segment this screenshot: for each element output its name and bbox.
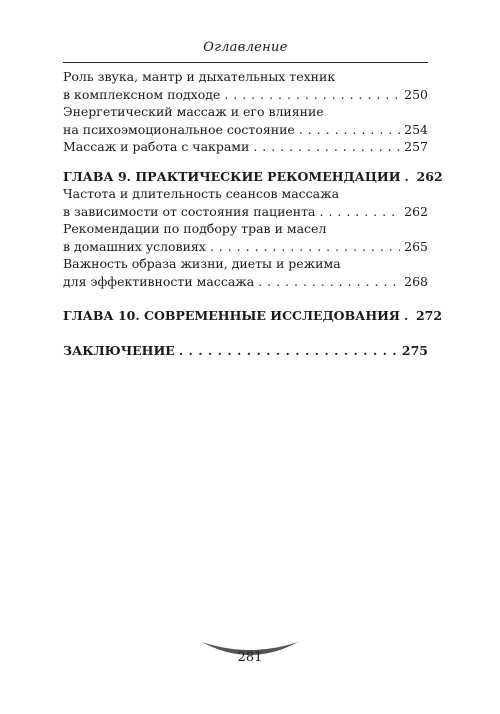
dot-leader: [258, 273, 400, 291]
chapter-title: ЗАКЛЮЧЕНИЕ: [63, 342, 175, 358]
page-number: 281: [237, 650, 263, 665]
toc-page-number: 254: [404, 121, 428, 137]
dot-leader: [320, 203, 401, 221]
toc-entry-title-line: [63, 255, 428, 273]
toc-entry-title: Рекомендации по подбору трав и масел: [63, 221, 327, 236]
dot-leader: [299, 121, 400, 139]
toc-chapter: [63, 168, 443, 186]
dot-leader: [179, 342, 398, 360]
running-head-title: Оглавление: [203, 40, 288, 55]
toc-entry: [63, 86, 428, 104]
toc-page-number: 262: [416, 168, 443, 184]
toc-page-number: 268: [404, 273, 428, 289]
toc-entry-title-line: [63, 185, 428, 203]
toc-page-number: 275: [401, 342, 428, 358]
toc-entry-title: Важность образа жизни, диеты и режима: [63, 256, 341, 271]
toc-entry-title: Массаж и работа с чакрами: [63, 139, 250, 154]
chapter-title: ГЛАВА 10. СОВРЕМЕННЫЕ ИССЛЕДОВАНИЯ: [63, 308, 400, 323]
toc-entry-title: для эффективности массажа: [63, 273, 255, 289]
toc-page-number: 250: [404, 86, 428, 102]
toc-entry-title: в комплексном подходе: [63, 86, 221, 102]
toc-entry-title: Частота и длительность сеансов массажа: [63, 186, 340, 201]
toc-entry-title-line: [63, 220, 428, 238]
toc-entry: [63, 273, 428, 291]
toc-page-number: 257: [404, 139, 428, 154]
header-rule: [63, 62, 428, 63]
toc-page-number: 265: [404, 238, 428, 254]
dot-leader: [405, 168, 413, 186]
dot-leader: [210, 238, 400, 256]
toc-entry: [63, 121, 428, 139]
toc-entry: [63, 138, 428, 156]
toc-entry-title: в домашних условиях: [63, 238, 206, 254]
toc-entry-title-line: [63, 68, 428, 86]
toc-entry: [63, 238, 428, 256]
toc-page-number: 272: [415, 308, 443, 323]
toc-chapter: [63, 307, 443, 325]
toc-entry-title: Энергетический массаж и его влияние: [63, 104, 324, 119]
dot-leader: [224, 86, 400, 104]
toc-entry: [63, 203, 428, 221]
toc-entry-title-line: [63, 103, 428, 121]
chapter-title: ГЛАВА 9. ПРАКТИЧЕСКИЕ РЕКОМЕНДАЦИИ: [63, 168, 401, 184]
toc-page-number: 262: [404, 203, 428, 219]
toc-entry-title: на психоэмоциональное состояние: [63, 121, 295, 137]
dot-leader: [404, 307, 412, 325]
toc-chapter: [63, 342, 428, 360]
table-of-contents: [63, 68, 443, 359]
toc-entry-title: в зависимости от состояния пациента: [63, 203, 316, 219]
dot-leader: [253, 138, 400, 156]
toc-entry-title: Роль звука, мантр и дыхательных техник: [63, 69, 336, 84]
